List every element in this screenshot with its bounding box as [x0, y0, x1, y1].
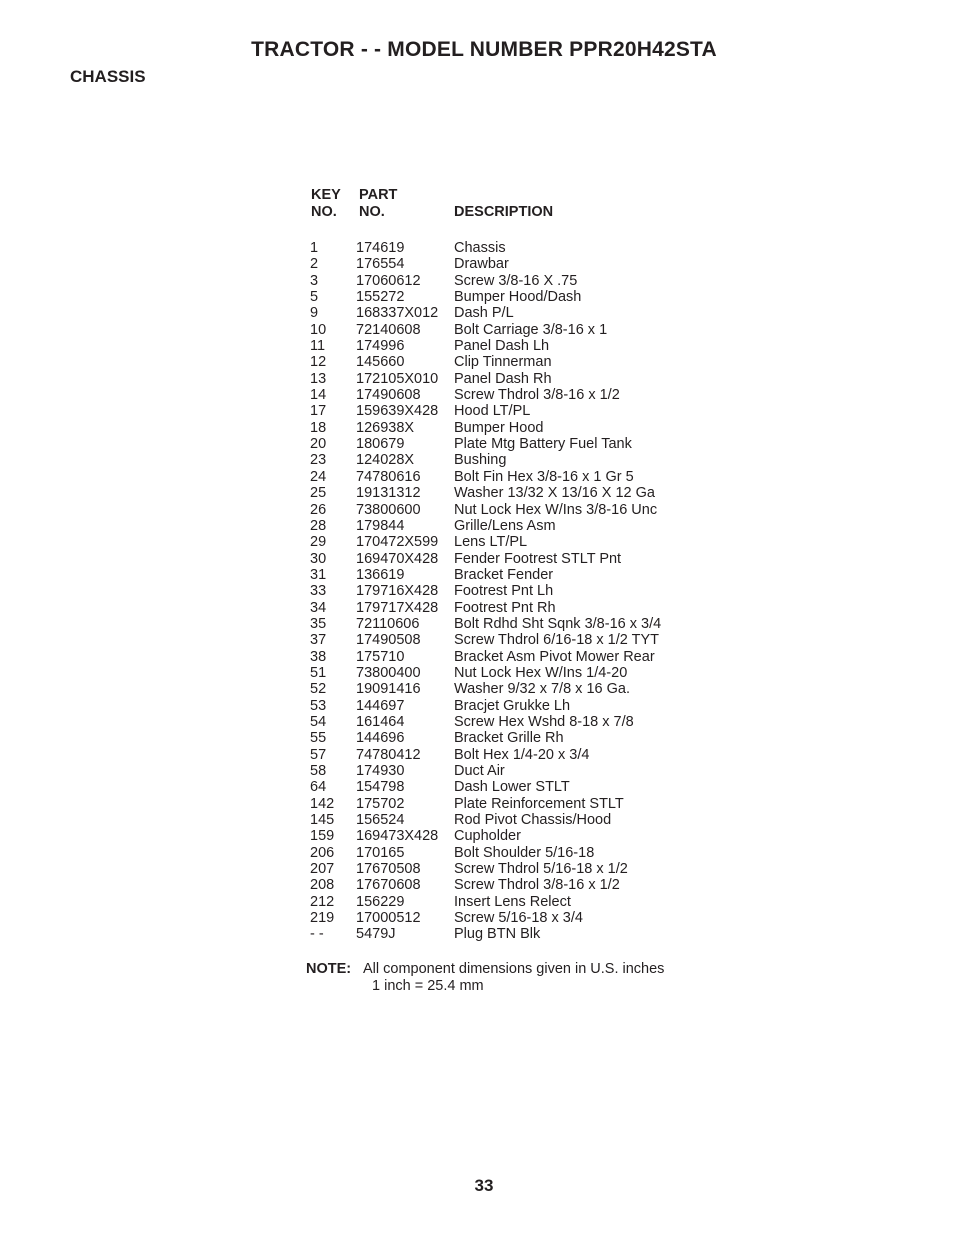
- header-key-line2: NO.: [311, 204, 337, 220]
- part-description: Bolt Fin Hex 3/8-16 x 1 Gr 5: [454, 468, 634, 485]
- key-no: 10: [310, 321, 327, 338]
- key-no: - -: [310, 926, 324, 943]
- part-no: 174930: [356, 763, 405, 779]
- note-conversion: 1 inch = 25.4 mm: [372, 977, 484, 994]
- part-no: 179716X428: [356, 583, 439, 600]
- part-description: Grille/Lens Asm: [454, 517, 556, 534]
- part-no: 17000512: [356, 910, 421, 927]
- header-description: DESCRIPTION: [454, 204, 554, 220]
- part-description: Washer 9/32 x 7/8 x 16 Ga.: [454, 681, 630, 698]
- note-label: NOTE:: [306, 961, 352, 977]
- part-no: 73800600: [356, 501, 421, 518]
- key-no: 35: [310, 615, 327, 632]
- part-no: 156229: [356, 893, 405, 910]
- part-description: Insert Lens Relect: [454, 893, 571, 910]
- part-no: 179717X428: [356, 599, 439, 616]
- part-no: 17670608: [356, 877, 421, 894]
- part-description: Screw Thdrol 3/8-16 x 1/2: [454, 387, 620, 404]
- part-description: Dash P/L: [454, 305, 514, 322]
- key-no: 53: [310, 697, 327, 714]
- part-no: 168337X012: [356, 305, 439, 322]
- part-description: Bumper Hood/Dash: [454, 289, 582, 306]
- part-no: 17490608: [356, 387, 421, 404]
- part-description: Plug BTN Blk: [454, 926, 541, 943]
- key-no: 57: [310, 746, 327, 763]
- key-no: 11: [310, 338, 326, 355]
- part-description: Plate Mtg Battery Fuel Tank: [454, 436, 632, 453]
- part-description: Lens LT/PL: [454, 534, 528, 551]
- part-description: Fender Footrest STLT Pnt: [454, 550, 622, 567]
- part-no: 17490508: [356, 632, 421, 649]
- key-no: 24: [310, 468, 327, 485]
- part-no: 144696: [356, 730, 405, 747]
- part-description: Chassis: [454, 240, 506, 256]
- part-description: Cupholder: [454, 828, 521, 845]
- part-no: 174996: [356, 338, 405, 355]
- key-no: 206: [310, 844, 335, 861]
- part-no: 170165: [356, 844, 405, 861]
- key-no: 219: [310, 910, 335, 927]
- key-no: 9: [310, 305, 319, 322]
- part-no: 179844: [356, 517, 405, 534]
- key-no: 34: [310, 599, 327, 616]
- key-no: 30: [310, 550, 327, 567]
- part-description: Nut Lock Hex W/Ins 3/8-16 Unc: [454, 501, 658, 518]
- part-no: 180679: [356, 436, 405, 453]
- part-description: Screw Thdrol 3/8-16 x 1/2: [454, 877, 620, 894]
- part-description: Bracket Asm Pivot Mower Rear: [454, 648, 655, 665]
- part-no: 156524: [356, 812, 405, 829]
- part-description: Footrest Pnt Rh: [454, 599, 556, 616]
- key-no: 13: [310, 370, 327, 387]
- page-title: TRACTOR - - MODEL NUMBER PPR20H42STA: [251, 38, 717, 61]
- key-no: 26: [310, 501, 327, 518]
- part-no: 169470X428: [356, 550, 439, 567]
- key-no: 17: [310, 403, 327, 420]
- part-description: Dash Lower STLT: [454, 779, 570, 796]
- part-no: 72140608: [356, 321, 421, 338]
- key-no: 2: [310, 256, 319, 273]
- key-no: 142: [310, 795, 335, 812]
- part-description: Washer 13/32 X 13/16 X 12 Ga: [454, 485, 655, 502]
- key-no: 12: [310, 354, 327, 371]
- part-no: 74780412: [356, 746, 421, 763]
- key-no: 28: [310, 517, 327, 534]
- key-no: 52: [310, 681, 327, 698]
- part-description: Duct Air: [454, 763, 505, 779]
- key-no: 212: [310, 893, 335, 910]
- part-description: Bracket Grille Rh: [454, 730, 564, 747]
- part-no: 175702: [356, 795, 405, 812]
- part-description: Bolt Shoulder 5/16-18: [454, 844, 595, 861]
- key-no: 38: [310, 648, 327, 665]
- part-description: Bumper Hood: [454, 419, 544, 436]
- key-no: 37: [310, 632, 327, 649]
- key-no: 207: [310, 861, 335, 878]
- key-no: 5: [310, 289, 319, 306]
- part-description: Bushing: [454, 452, 507, 469]
- key-no: 159: [310, 828, 335, 845]
- part-description: Bolt Carriage 3/8-16 x 1: [454, 321, 608, 338]
- part-description: Screw Hex Wshd 8-18 x 7/8: [454, 713, 634, 730]
- part-no: 145660: [356, 354, 405, 371]
- key-no: 25: [310, 485, 327, 502]
- part-description: Rod Pivot Chassis/Hood: [454, 812, 612, 829]
- part-no: 74780616: [356, 468, 421, 485]
- key-no: 14: [310, 387, 327, 404]
- key-no: 54: [310, 713, 327, 730]
- part-no: 72110606: [356, 615, 420, 632]
- part-no: 159639X428: [356, 403, 439, 420]
- part-no: 5479J: [356, 926, 396, 943]
- key-no: 145: [310, 812, 335, 829]
- key-no: 23: [310, 452, 327, 469]
- part-no: 172105X010: [356, 370, 439, 387]
- part-no: 144697: [356, 697, 405, 714]
- part-no: 124028X: [356, 452, 415, 469]
- part-no: 170472X599: [356, 534, 439, 551]
- part-description: Screw 3/8-16 X .75: [454, 272, 578, 289]
- part-no: 73800400: [356, 664, 421, 681]
- header-key-line1: KEY: [311, 187, 341, 203]
- key-no: 208: [310, 877, 335, 894]
- key-no: 29: [310, 534, 327, 551]
- part-description: Hood LT/PL: [454, 403, 531, 420]
- part-no: 155272: [356, 289, 405, 306]
- page-number: 33: [474, 1176, 494, 1195]
- key-no: 3: [310, 272, 319, 289]
- part-description: Bolt Rdhd Sht Sqnk 3/8-16 x 3/4: [454, 615, 662, 632]
- key-no: 1: [310, 240, 319, 256]
- part-no: 17670508: [356, 861, 421, 878]
- part-description: Plate Reinforcement STLT: [454, 795, 624, 812]
- part-description: Screw 5/16-18 x 3/4: [454, 910, 583, 927]
- header-part-line1: PART: [359, 187, 398, 203]
- key-no: 33: [310, 583, 327, 600]
- part-description: Clip Tinnerman: [454, 354, 552, 371]
- part-no: 161464: [356, 713, 405, 730]
- part-no: 175710: [356, 648, 405, 665]
- part-description: Bolt Hex 1/4-20 x 3/4: [454, 746, 590, 763]
- part-no: 126938X: [356, 419, 415, 436]
- part-description: Footrest Pnt Lh: [454, 583, 554, 600]
- key-no: 51: [310, 664, 327, 681]
- part-no: 17060612: [356, 272, 421, 289]
- part-no: 169473X428: [356, 828, 439, 845]
- part-description: Bracjet Grukke Lh: [454, 697, 571, 714]
- part-description: Screw Thdrol 5/16-18 x 1/2: [454, 861, 628, 878]
- part-description: Bracket Fender: [454, 566, 554, 583]
- key-no: 20: [310, 436, 327, 453]
- key-no: 31: [310, 566, 327, 583]
- part-description: Panel Dash Lh: [454, 338, 550, 355]
- section-title: CHASSIS: [70, 67, 146, 86]
- key-no: 55: [310, 730, 327, 747]
- key-no: 58: [310, 763, 327, 779]
- part-no: 176554: [356, 256, 405, 273]
- note-text: All component dimensions given in U.S. inches: [363, 961, 665, 977]
- key-no: 18: [310, 419, 327, 436]
- part-no: 19091416: [356, 681, 421, 698]
- part-description: Nut Lock Hex W/Ins 1/4-20: [454, 664, 628, 681]
- part-no: 19131312: [356, 485, 421, 502]
- part-description: Drawbar: [454, 256, 509, 273]
- part-description: Screw Thdrol 6/16-18 x 1/2 TYT: [454, 632, 659, 649]
- key-no: 64: [310, 779, 327, 796]
- part-no: 136619: [356, 566, 405, 583]
- part-no: 154798: [356, 779, 405, 796]
- header-part-line2: NO.: [359, 204, 385, 220]
- part-no: 174619: [356, 240, 405, 256]
- part-description: Panel Dash Rh: [454, 370, 552, 387]
